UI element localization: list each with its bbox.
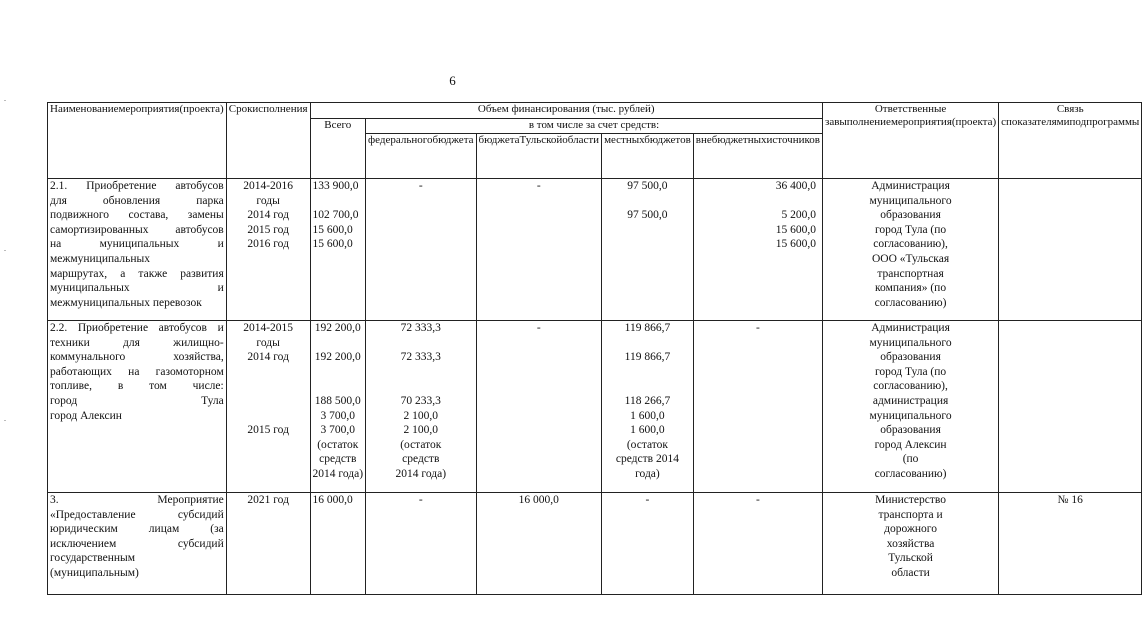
row-responsible <box>822 493 998 595</box>
row-federal <box>366 493 476 595</box>
text-line <box>229 365 308 380</box>
text-line <box>604 379 691 394</box>
row-local <box>602 493 694 595</box>
text-line: средств 2014 <box>615 453 679 466</box>
header-local <box>602 134 694 179</box>
text-line: 72 333,3 <box>400 322 441 334</box>
text-line: источников <box>766 134 820 146</box>
text-line: муниципального <box>869 409 952 422</box>
row-regional <box>476 493 602 595</box>
text-line: юридическим лицам (за <box>50 523 224 536</box>
text-line: город Тула (по <box>874 365 947 378</box>
margin-mark <box>4 250 6 251</box>
text-line: (проекта) <box>179 103 224 115</box>
text-line: - <box>755 322 760 334</box>
text-line: 188 500,0 <box>314 394 361 407</box>
text-line: - <box>755 494 760 506</box>
text-line: 2014-2015 <box>243 322 294 334</box>
row-total <box>310 321 366 493</box>
header-including: в том числе за счет средств: <box>366 119 823 134</box>
table-row <box>48 321 1142 493</box>
row-federal <box>366 179 476 321</box>
text-line: образования <box>880 351 941 364</box>
page-number: 6 <box>449 73 456 88</box>
text-line: 36 400,0 <box>775 180 816 192</box>
text-line: (по <box>902 453 919 466</box>
text-line <box>229 379 308 394</box>
text-line: годы <box>256 336 280 349</box>
text-line: 3 700,0 <box>320 424 356 437</box>
text-line: средств <box>319 453 357 466</box>
text-line: внебюджетных <box>695 134 767 146</box>
text-line <box>368 336 473 351</box>
text-line: области <box>562 134 600 146</box>
text-line <box>313 336 364 351</box>
header-name <box>48 103 227 179</box>
text-line: (проекта) <box>951 116 997 128</box>
text-line: 119 866,7 <box>624 351 671 364</box>
text-line: Тульской <box>519 134 563 146</box>
header-regional <box>476 134 602 179</box>
header-responsible <box>822 103 998 179</box>
text-line: 1 600,0 <box>630 424 665 437</box>
row-responsible <box>822 321 998 493</box>
text-line: года) <box>635 467 660 480</box>
text-line: Министерство <box>875 494 947 506</box>
text-line: 2014-2016 <box>243 180 294 192</box>
text-line: Администрация <box>871 322 950 334</box>
header-total: Всего <box>310 119 366 179</box>
text-line: 2016 год <box>247 238 289 251</box>
text-line: 3. Мероприятие <box>50 494 224 506</box>
text-line: ООО «Тульская <box>871 252 950 265</box>
text-line: подвижного состава, замены <box>50 209 224 222</box>
text-line: Администрация <box>871 180 950 192</box>
text-line: 2014 года) <box>312 467 364 480</box>
text-line: Тульской <box>888 552 933 565</box>
margin-mark <box>4 100 6 101</box>
text-line: для обновления парка <box>50 194 224 207</box>
text-line: 16 000,0 <box>518 494 559 506</box>
text-line: исключением субсидий <box>50 537 224 550</box>
text-line: 1 600,0 <box>630 409 665 422</box>
text-line: государственным <box>50 552 136 565</box>
text-line: город Алексин <box>874 438 947 451</box>
row-name <box>48 321 227 493</box>
header-federal <box>366 134 476 179</box>
row-link <box>999 321 1142 493</box>
text-line: 70 233,3 <box>400 394 441 407</box>
text-line: на муниципальных и <box>50 238 224 251</box>
header-extra <box>693 134 822 179</box>
text-line <box>696 194 816 209</box>
text-line <box>313 194 364 209</box>
text-line: хозяйства <box>886 537 935 550</box>
text-line: образования <box>880 424 941 437</box>
text-line: транспортная <box>877 267 944 280</box>
text-line: техники для жилищно- <box>50 336 224 349</box>
text-line: - <box>536 180 541 192</box>
text-line: транспорта и <box>878 508 943 521</box>
text-line: (остаток <box>317 438 359 451</box>
row-term <box>226 493 310 595</box>
text-line: 2021 год <box>247 494 289 506</box>
row-link <box>999 493 1142 595</box>
text-line: 102 700,0 <box>312 209 359 222</box>
row-local <box>602 321 694 493</box>
text-line: дорожного <box>884 523 937 536</box>
text-line: 72 333,3 <box>400 351 441 364</box>
text-line: 133 900,0 <box>312 180 359 192</box>
text-line: Ответственные за <box>824 103 947 128</box>
row-responsible <box>822 179 998 321</box>
text-line: годы <box>256 194 280 207</box>
text-line: топливе, в том числе: <box>50 380 224 393</box>
text-line: области <box>891 566 930 579</box>
row-federal <box>366 321 476 493</box>
text-line: 5 200,0 <box>781 209 816 222</box>
text-line: муниципального <box>869 336 952 349</box>
table-row <box>48 493 1142 595</box>
text-line <box>313 365 364 380</box>
text-line: - <box>645 494 650 506</box>
margin-mark <box>4 420 6 421</box>
text-line: бюджета <box>432 134 474 146</box>
text-line: - <box>418 494 423 506</box>
text-line: (остаток <box>400 438 442 451</box>
text-line: - <box>536 322 541 334</box>
text-line: муниципальных и <box>50 282 224 295</box>
text-line: город Алексин <box>50 409 122 422</box>
text-line: город Тула <box>50 394 224 407</box>
row-total <box>310 493 366 595</box>
text-line: согласованию), <box>873 380 948 393</box>
row-extra <box>693 179 822 321</box>
text-line <box>368 365 473 380</box>
row-term <box>226 321 310 493</box>
text-line: 2014 год <box>247 351 289 364</box>
text-line: местных <box>604 134 645 146</box>
header-funding: Объем финансирования (тыс. рублей) <box>310 103 822 119</box>
text-line: 15 600,0 <box>312 238 353 251</box>
header-term <box>226 103 310 179</box>
text-line: 16 000,0 <box>312 494 353 506</box>
text-line: мероприятия <box>118 103 180 115</box>
text-line: выполнение <box>834 116 891 128</box>
text-line: 119 866,7 <box>624 322 671 334</box>
text-line <box>604 336 691 351</box>
text-line: самортизированных автобусов <box>50 223 224 236</box>
row-name <box>48 179 227 321</box>
text-line: 15 600,0 <box>775 223 816 236</box>
text-line: маршрутах, а также развития <box>50 267 224 280</box>
text-line: «Предоставление субсидий <box>50 508 224 521</box>
text-line: 15 600,0 <box>312 223 353 236</box>
text-line: межмуниципальных перевозок <box>50 296 202 309</box>
text-line: 2014 года) <box>395 467 447 480</box>
text-line: исполнения <box>252 103 308 115</box>
row-local <box>602 179 694 321</box>
text-line: 2 100,0 <box>403 424 439 437</box>
text-line: 192 200,0 <box>314 351 361 364</box>
text-line: 2.2. Приобретение автобусов и <box>50 322 224 334</box>
header-link <box>999 103 1142 179</box>
text-line: Наименование <box>50 103 119 115</box>
row-term <box>226 179 310 321</box>
text-line: (муниципальным) <box>50 566 139 579</box>
text-line <box>368 379 473 394</box>
text-line: 15 600,0 <box>775 238 816 251</box>
text-line: - <box>418 180 423 192</box>
funding-table <box>47 102 1142 595</box>
text-line <box>313 379 364 394</box>
text-line: коммунального хозяйства, <box>50 351 224 364</box>
text-line: федерального <box>368 134 433 146</box>
text-line: согласованию), <box>873 238 948 251</box>
text-line: согласованию) <box>874 467 947 480</box>
text-line: 192 200,0 <box>314 322 361 334</box>
text-line: средств <box>402 453 440 466</box>
text-line: Срок <box>228 103 253 115</box>
row-extra <box>693 321 822 493</box>
text-line: 2015 год <box>247 424 289 437</box>
text-line: 2.1. Приобретение автобусов <box>50 180 224 192</box>
table-row <box>48 179 1142 321</box>
text-line: подпрограммы <box>1069 116 1140 128</box>
text-line: администрация <box>872 394 949 407</box>
text-line: межмуниципальных <box>50 252 150 265</box>
text-line <box>229 409 308 424</box>
text-line <box>604 194 691 209</box>
row-regional <box>476 179 602 321</box>
row-regional <box>476 321 602 493</box>
text-line: согласованию) <box>874 296 947 309</box>
row-extra <box>693 493 822 595</box>
text-line: (остаток <box>626 438 668 451</box>
text-line: 3 700,0 <box>320 409 356 422</box>
text-line: компания» (по <box>875 282 947 295</box>
row-link <box>999 179 1142 321</box>
text-line: образования <box>880 209 941 222</box>
text-line: Связь с <box>1001 103 1084 128</box>
text-line <box>229 394 308 409</box>
text-line: работающих на газомоторном <box>50 365 224 378</box>
text-line: 118 266,7 <box>624 394 671 407</box>
text-line: 2014 год <box>247 209 289 222</box>
text-line: 2 100,0 <box>403 409 439 422</box>
text-line: № 16 <box>1057 494 1083 506</box>
text-line: город Тула (по <box>874 223 947 236</box>
text-line: 97 500,0 <box>627 180 668 192</box>
row-name <box>48 493 227 595</box>
text-line: показателями <box>1006 116 1070 128</box>
row-total <box>310 179 366 321</box>
text-line: 97 500,0 <box>627 209 668 222</box>
text-line: мероприятия <box>890 116 952 128</box>
text-line: бюджета <box>478 134 520 146</box>
text-line: бюджетов <box>644 134 691 146</box>
text-line: 2015 год <box>247 223 289 236</box>
text-line: муниципального <box>869 194 952 207</box>
text-line <box>604 365 691 380</box>
